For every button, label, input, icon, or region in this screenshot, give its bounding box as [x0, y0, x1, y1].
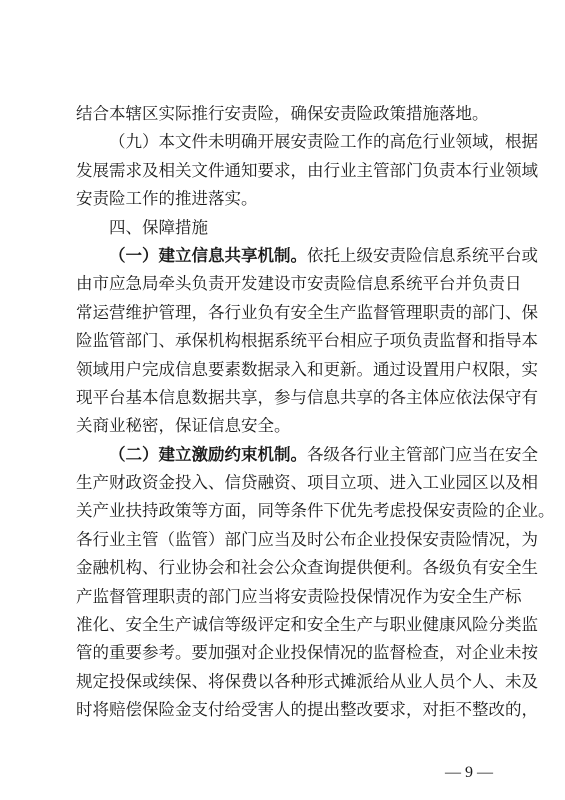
- section-heading-text: 四、保障措施: [109, 217, 208, 237]
- paragraph-item-nine: [76, 128, 538, 213]
- paragraph-lead-bold: （一）建立信息共享机制。: [109, 245, 307, 265]
- paragraph-lead-bold: （二）建立激励约束机制。: [109, 444, 307, 464]
- text-line: 关产业扶持政策等方面，同等条件下优先考虑投保安责险的企业。: [76, 501, 555, 521]
- text-line: 生产财政资金投入、信贷融资、项目立项、进入工业园区以及相: [76, 473, 538, 493]
- paragraph-info-sharing: [76, 242, 538, 441]
- text-line: 各行业主管（监管）部门应当及时公布企业投保安责险情况，为: [76, 529, 538, 549]
- text-line: 金融机构、行业协会和社会公众查询提供便利。各级负有安全生: [76, 558, 538, 578]
- text-line: 常运营维护管理，各行业负有安全生产监督管理职责的部门、保: [76, 302, 538, 322]
- text-line: （九）本文件未明确开展安责险工作的高危行业领域，根据: [109, 132, 538, 152]
- paragraph-incentive: [76, 441, 555, 725]
- text-line: 产监督管理职责的部门应当将安责险投保情况作为安全生产标: [76, 586, 522, 606]
- paragraph-continuation: [76, 100, 494, 128]
- text-line: 准化、安全生产诚信等级评定和安全生产与职业健康风险分类监: [76, 615, 538, 635]
- text-line: 由市应急局牵头负责开发建设市安责险信息系统平台并负责日: [76, 274, 522, 294]
- paragraph-lead-rest: 各级各行业主管部门应当在安全: [307, 444, 538, 464]
- section-heading: [76, 214, 494, 242]
- text-line: 领域用户完成信息要素数据录入和更新。通过设置用户权限，实: [76, 359, 538, 379]
- text-line: 安责险工作的推进落实。: [76, 189, 258, 209]
- text-line: [76, 242, 538, 270]
- text-line: 现平台基本信息数据共享，参与信息共享的各主体应依法保守有: [76, 387, 538, 407]
- text-line: 发展需求及相关文件通知要求，由行业主管部门负责本行业领域: [76, 160, 538, 180]
- paragraph-lead-rest: 依托上级安责险信息系统平台或: [307, 245, 538, 265]
- page-number: — 9 —: [445, 764, 493, 781]
- document-body: [76, 100, 555, 725]
- text-line: 关商业秘密，保证信息安全。: [76, 416, 291, 436]
- text-line: 险监管部门、承保机构根据系统平台相应子项负责监督和指导本: [76, 331, 538, 351]
- text-line: 时将赔偿保险金支付给受害人的提出整改要求，对拒不整改的，: [76, 700, 538, 720]
- text-line: [76, 441, 538, 469]
- text-line: 结合本辖区实际推行安责险，确保安责险政策措施落地。: [76, 104, 489, 123]
- text-line: 管的重要参考。要加强对企业投保情况的监督检查，对企业未按: [76, 643, 538, 663]
- text-line: 规定投保或续保、将保费以各种形式摊派给从业人员个人、未及: [76, 671, 538, 691]
